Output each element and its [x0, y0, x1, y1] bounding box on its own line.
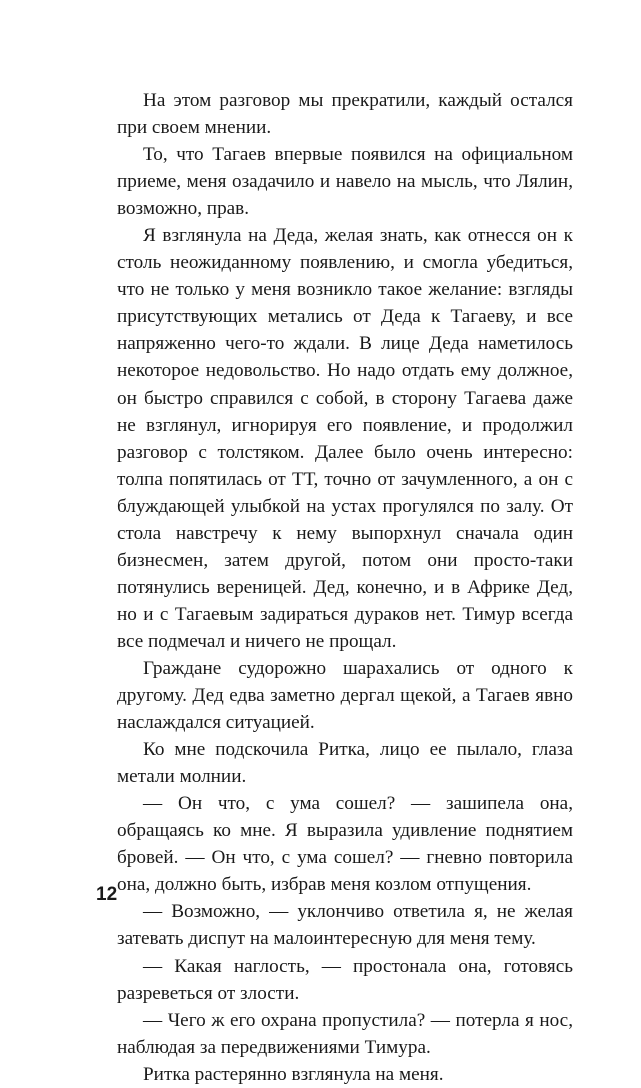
paragraph: То, что Тагаев впервые появился на официальном приеме, меня озадачило и навело на мысль, что Лялин, возможно, прав. — [117, 144, 573, 220]
paragraph: — Возможно, — уклончиво ответила я, не желая затевать диспут на малоинтересную для меня тему. — [117, 901, 573, 950]
body-text — [117, 87, 573, 1088]
paragraph: — Какая наглость, — простонала она, готовясь разреветься от злости. — [117, 955, 573, 1004]
paragraph: Ритка растерянно взглянула на меня. — [143, 1063, 444, 1085]
paragraph: — Он что, с ума сошел? — зашипела она, обращаясь ко мне. Я выразила удивление поднятием бровей. — Он что, с ума сошел? — гневно повторила она, должно быть, избрав меня козлом отпущения. — [117, 793, 573, 896]
page-number: 12 — [96, 884, 118, 905]
paragraph: — Чего ж его охрана пропустила? — потерла я нос, наблюдая за передвижениями Тимура. — [117, 1009, 573, 1058]
paragraph: На этом разговор мы прекратили, каждый остался при своем мнении. — [117, 90, 573, 139]
paragraph: Ко мне подскочила Ритка, лицо ее пылало, глаза метали молнии. — [117, 739, 573, 788]
paragraph: Граждане судорожно шарахались от одного к другому. Дед едва заметно дергал щекой, а Тагаев явно наслаждался ситуацией. — [117, 657, 573, 734]
paragraph: Я взглянула на Деда, желая знать, как отнесся он к столь неожиданному появлению, и смогла убедиться, что не только у меня возникло такое желание: взгляды присутствующих метались от Деда к Тагаеву, и все напряженно чего-то ждали. В лице Деда наметилось некоторое недовольство. Но надо отдать ему должное, он быстро справился с собой, в сторону Тагаева даже не взглянул, игнорируя его появление, и продолжил разговор с толстяком. Далее было очень интересно: толпа попятилась от ТТ, точно от зачумленного, а он с блуждающей улыбкой на устах прогулялся по залу. От стола навстречу к нему выпорхнул сначала один бизнесмен, затем другой, потом они просто-таки потянулись вереницей. Дед, конечно, и в Африке Дед, но и с Тагаевым задираться дураков нет. Тимур всегда все подмечал и ничего не прощал. — [117, 225, 573, 652]
